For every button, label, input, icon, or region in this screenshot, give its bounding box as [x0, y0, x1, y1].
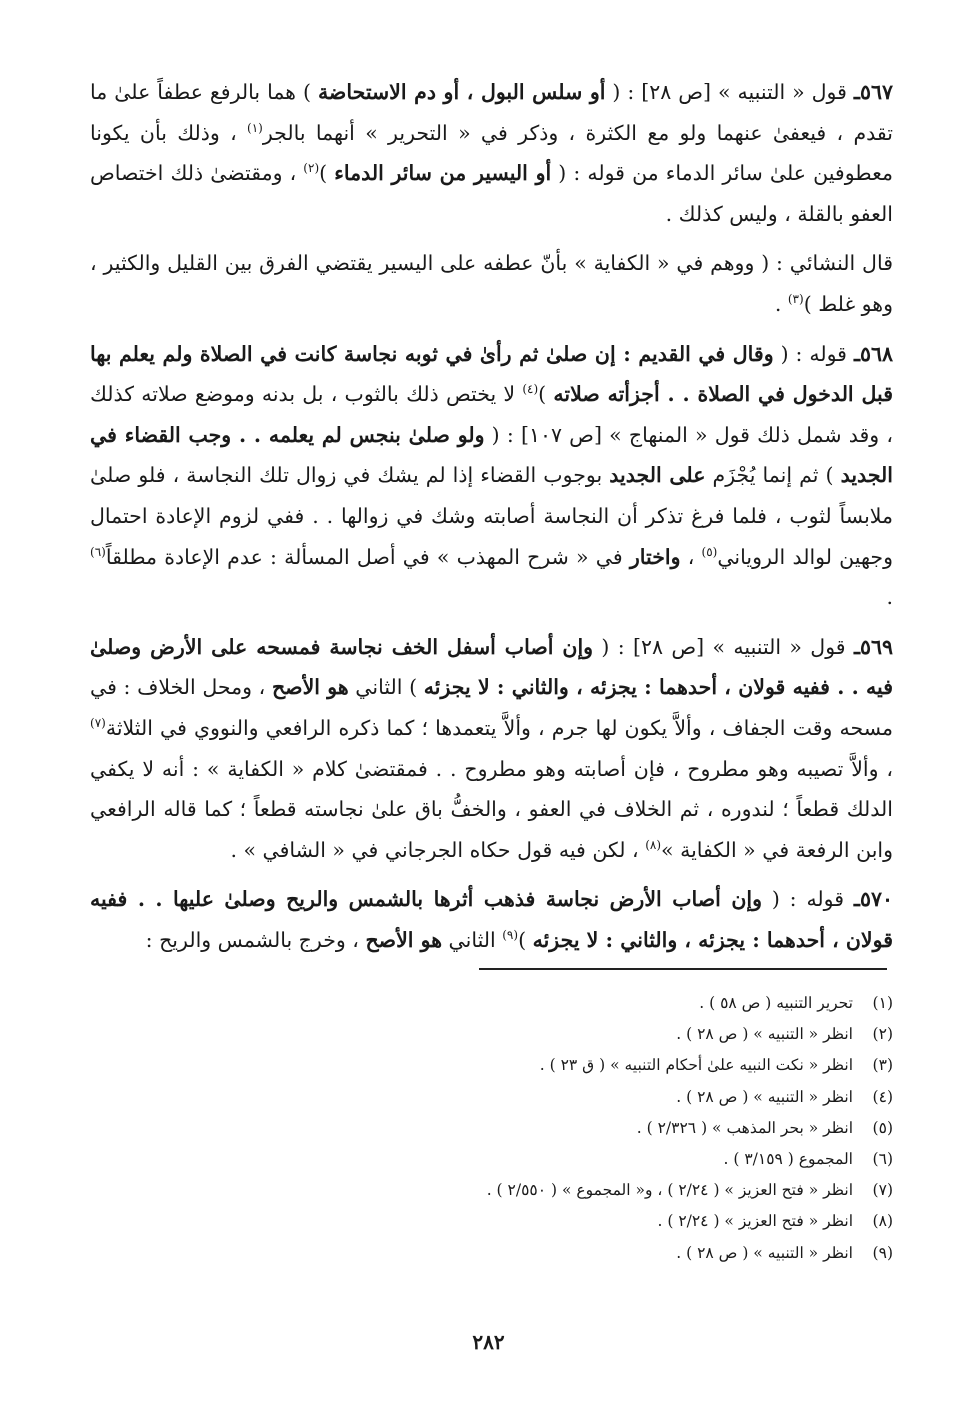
text-segment: ): [319, 161, 335, 186]
bold-text-segment: وإن أصاب الأرض نجاسة فذهب أثرها بالشمس والريح وصلىٰ عليها . . ففيه قولان ، أحدهما : يجزئه ، والثاني : لا يجزئه: [90, 887, 893, 952]
bold-text-segment: ٥٦٧ـ: [853, 80, 893, 104]
footnote-item: [113, 1113, 893, 1144]
footnote-text: انظر « بحر المذهب » ( ٢/٣٢٦ ) .: [636, 1118, 853, 1137]
text-segment: .: [886, 585, 893, 610]
text-segment: قول « التنبيه » [ص ٢٨] : (: [605, 80, 854, 104]
footnote-item: [113, 1175, 893, 1206]
text-segment: في « شرح المهذب » في أصل المسألة : عدم الإعادة مطلقاً: [105, 544, 630, 569]
text-segment: الثاني: [442, 927, 503, 952]
bold-text-segment: واختار: [629, 544, 681, 569]
footnote-ref: (٣): [787, 292, 804, 307]
bold-text-segment: ٥٧٠ـ: [853, 887, 893, 912]
text-segment: .: [774, 291, 788, 316]
bold-text-segment: أو اليسير من سائر الدماء: [334, 161, 552, 186]
footnote-item: [113, 988, 893, 1019]
text-segment: ، وذلك بأن يكونا معطوفين علىٰ سائر الدماء من قوله : (: [90, 120, 893, 186]
footnote-item: [113, 1206, 893, 1237]
text-segment: ،: [680, 544, 702, 569]
text-segment: ، وخرج بالشمس والريح :: [145, 927, 366, 952]
footnote-ref: (٨): [645, 837, 662, 852]
footnote-item: [113, 1082, 893, 1113]
footnote-number: (٤): [872, 1087, 893, 1106]
bold-text-segment: ولو صلىٰ بنجس لم يعلمه . . وجب القضاء في الجديد: [90, 422, 893, 488]
bold-text-segment: على الجديد: [609, 463, 706, 488]
footnote-item: [113, 1019, 893, 1050]
footnote-number: (٦): [872, 1150, 893, 1169]
footnote-text: تحرير التنبيه ( ص ٥٨ ) .: [699, 994, 853, 1012]
footnote-number: (٣): [872, 1056, 893, 1075]
bold-text-segment: وقال في القديم : إن صلىٰ ثم رأىٰ في ثوبه نجاسة كانت في الصلاة ولم يعلم بها قبل الدخول في الصلاة . . أجزأته صلاته: [90, 341, 893, 407]
text-segment: ): [518, 927, 533, 952]
footnote-text: انظر « فتح العزيز » ( ٢/٢٤ ) .: [657, 1212, 853, 1231]
footnote-ref: (١): [247, 120, 263, 135]
footnote-item: [113, 1238, 893, 1269]
footnote-ref: (٥): [701, 544, 718, 559]
footnote-number: (١): [872, 994, 893, 1012]
footnote-separator: [479, 968, 887, 970]
text-segment: لا يختص ذلك بالثوب ، بل بدنه وموضع صلاته كذلك ، وقد شمل ذلك قول « المنهاج » [ص ١٠٧] : (: [90, 382, 894, 447]
footnote-text: انظر « نكت النبيه علىٰ أحكام التنبيه » ( ق ٢٣ ) .: [539, 1056, 853, 1075]
footnote-text: انظر « التنبيه » ( ص ٢٨ ) .: [676, 1025, 853, 1044]
text-segment: قال النشائي : ( ووهم في « الكفاية » بأنّ عطفه على اليسير يقتضي الفرق بين القليل والكثير ، وهو غلط ): [90, 251, 893, 316]
footnote-number: (٧): [872, 1181, 893, 1200]
page-number: ٢٨٢: [472, 1330, 505, 1354]
footnote-number: (٩): [872, 1243, 893, 1262]
bold-text-segment: ٥٦٩ـ: [853, 634, 893, 659]
footnote-number: (٨): [872, 1212, 893, 1231]
paragraph-p569: [90, 627, 893, 871]
paragraph-p570: [90, 879, 893, 960]
footnotes: [113, 988, 893, 1269]
text-segment: ، لكن فيه قول حكاه الجرجاني في « الشافي » .: [230, 837, 646, 862]
footnote-ref: (٩): [502, 928, 519, 943]
footnote-number: (٢): [872, 1025, 893, 1044]
text-segment: ، ومقتضىٰ ذلك اختصاص العفو بالقلة ، وليس كذلك .: [90, 161, 893, 226]
footnote-ref: (٧): [90, 716, 106, 731]
footnote-text: انظر « فتح العزيز » ( ٢/٢٤ ) ، و« المجموع » ( ٢/٥٥٠ ) .: [486, 1181, 853, 1200]
bold-text-segment: وإن أصاب أسفل الخف نجاسة فمسحه على الأرض وصلىٰ فيه . . ففيه قولان ، أحدهما : يجزئه ، والثاني : لا يجزئه: [90, 634, 893, 700]
footnote-number: (٥): [872, 1118, 893, 1137]
text-segment: ) الثاني: [348, 675, 424, 700]
text-segment: ) هما بالرفع عطفاً علىٰ ما تقدم ، فيعفىٰ عنهما ولو مع الكثرة ، وذكر في « التحرير » أنهما بالجر: [90, 80, 893, 145]
footnote-ref: (٢): [303, 161, 320, 176]
main-text: [90, 72, 893, 960]
footnote-item: [113, 1050, 893, 1081]
bold-text-segment: أو سلس البول ، أو دم الاستحاضة: [317, 80, 606, 104]
bold-text-segment: ٥٦٨ـ: [853, 341, 893, 366]
text-segment: بوجوب القضاء إذا لم يشك في زوال تلك النجاسة ، فلو صلىٰ ملابساً لثوب ، فلما فرغ تذكر أن النجاسة أصابته وشك في زوالها . . ففي لزوم الإعادة احتمال وجهين لوالد الروياني: [90, 463, 893, 569]
bold-text-segment: هو الأصح: [271, 675, 349, 700]
text-segment: قول « التنبيه » [ص ٢٨] : (: [593, 634, 854, 659]
footnote-text: انظر « التنبيه » ( ص ٢٨ ) .: [676, 1243, 853, 1262]
text-segment: ، ومحل الخلاف : في مسحه وقت الجفاف ، وألاَّ يكون لها جرم ، وألاَّ يتعمدها ؛ كما ذكره الرافعي والنووي في الثلاثة: [90, 675, 893, 740]
text-segment: قوله : (: [773, 341, 854, 366]
footnote-item: [113, 1144, 893, 1175]
text-segment: ): [538, 382, 554, 407]
text-segment: ، وألاَّ تصيبه وهو مطروح ، فإن أصابته وهو مطروح . . فمقتضىٰ كلام « الكفاية » : أنه لا يكفي الدلك قطعاً ؛ لندوره ، ثم الخلاف في العفو ، والخفُّ باق علىٰ نجاسته قطعاً ؛ كما قاله الرافعي وابن الرفعة في « الكفاية »: [90, 756, 893, 862]
footnote-text: المجموع ( ٣/١٥٩ ) .: [723, 1150, 853, 1169]
text-segment: ) ثم إنما يُجْزَم: [705, 463, 841, 488]
text-segment: قوله : (: [761, 887, 854, 912]
footnote-ref: (٦): [90, 544, 106, 559]
paragraph-p567: [90, 72, 893, 234]
footnote-text: انظر « التنبيه » ( ص ٢٨ ) .: [676, 1087, 853, 1106]
bold-text-segment: هو الأصح: [365, 927, 443, 952]
paragraph-p568: [90, 334, 893, 618]
footnote-ref: (٤): [522, 382, 539, 397]
paragraph-p567b: [90, 243, 893, 324]
